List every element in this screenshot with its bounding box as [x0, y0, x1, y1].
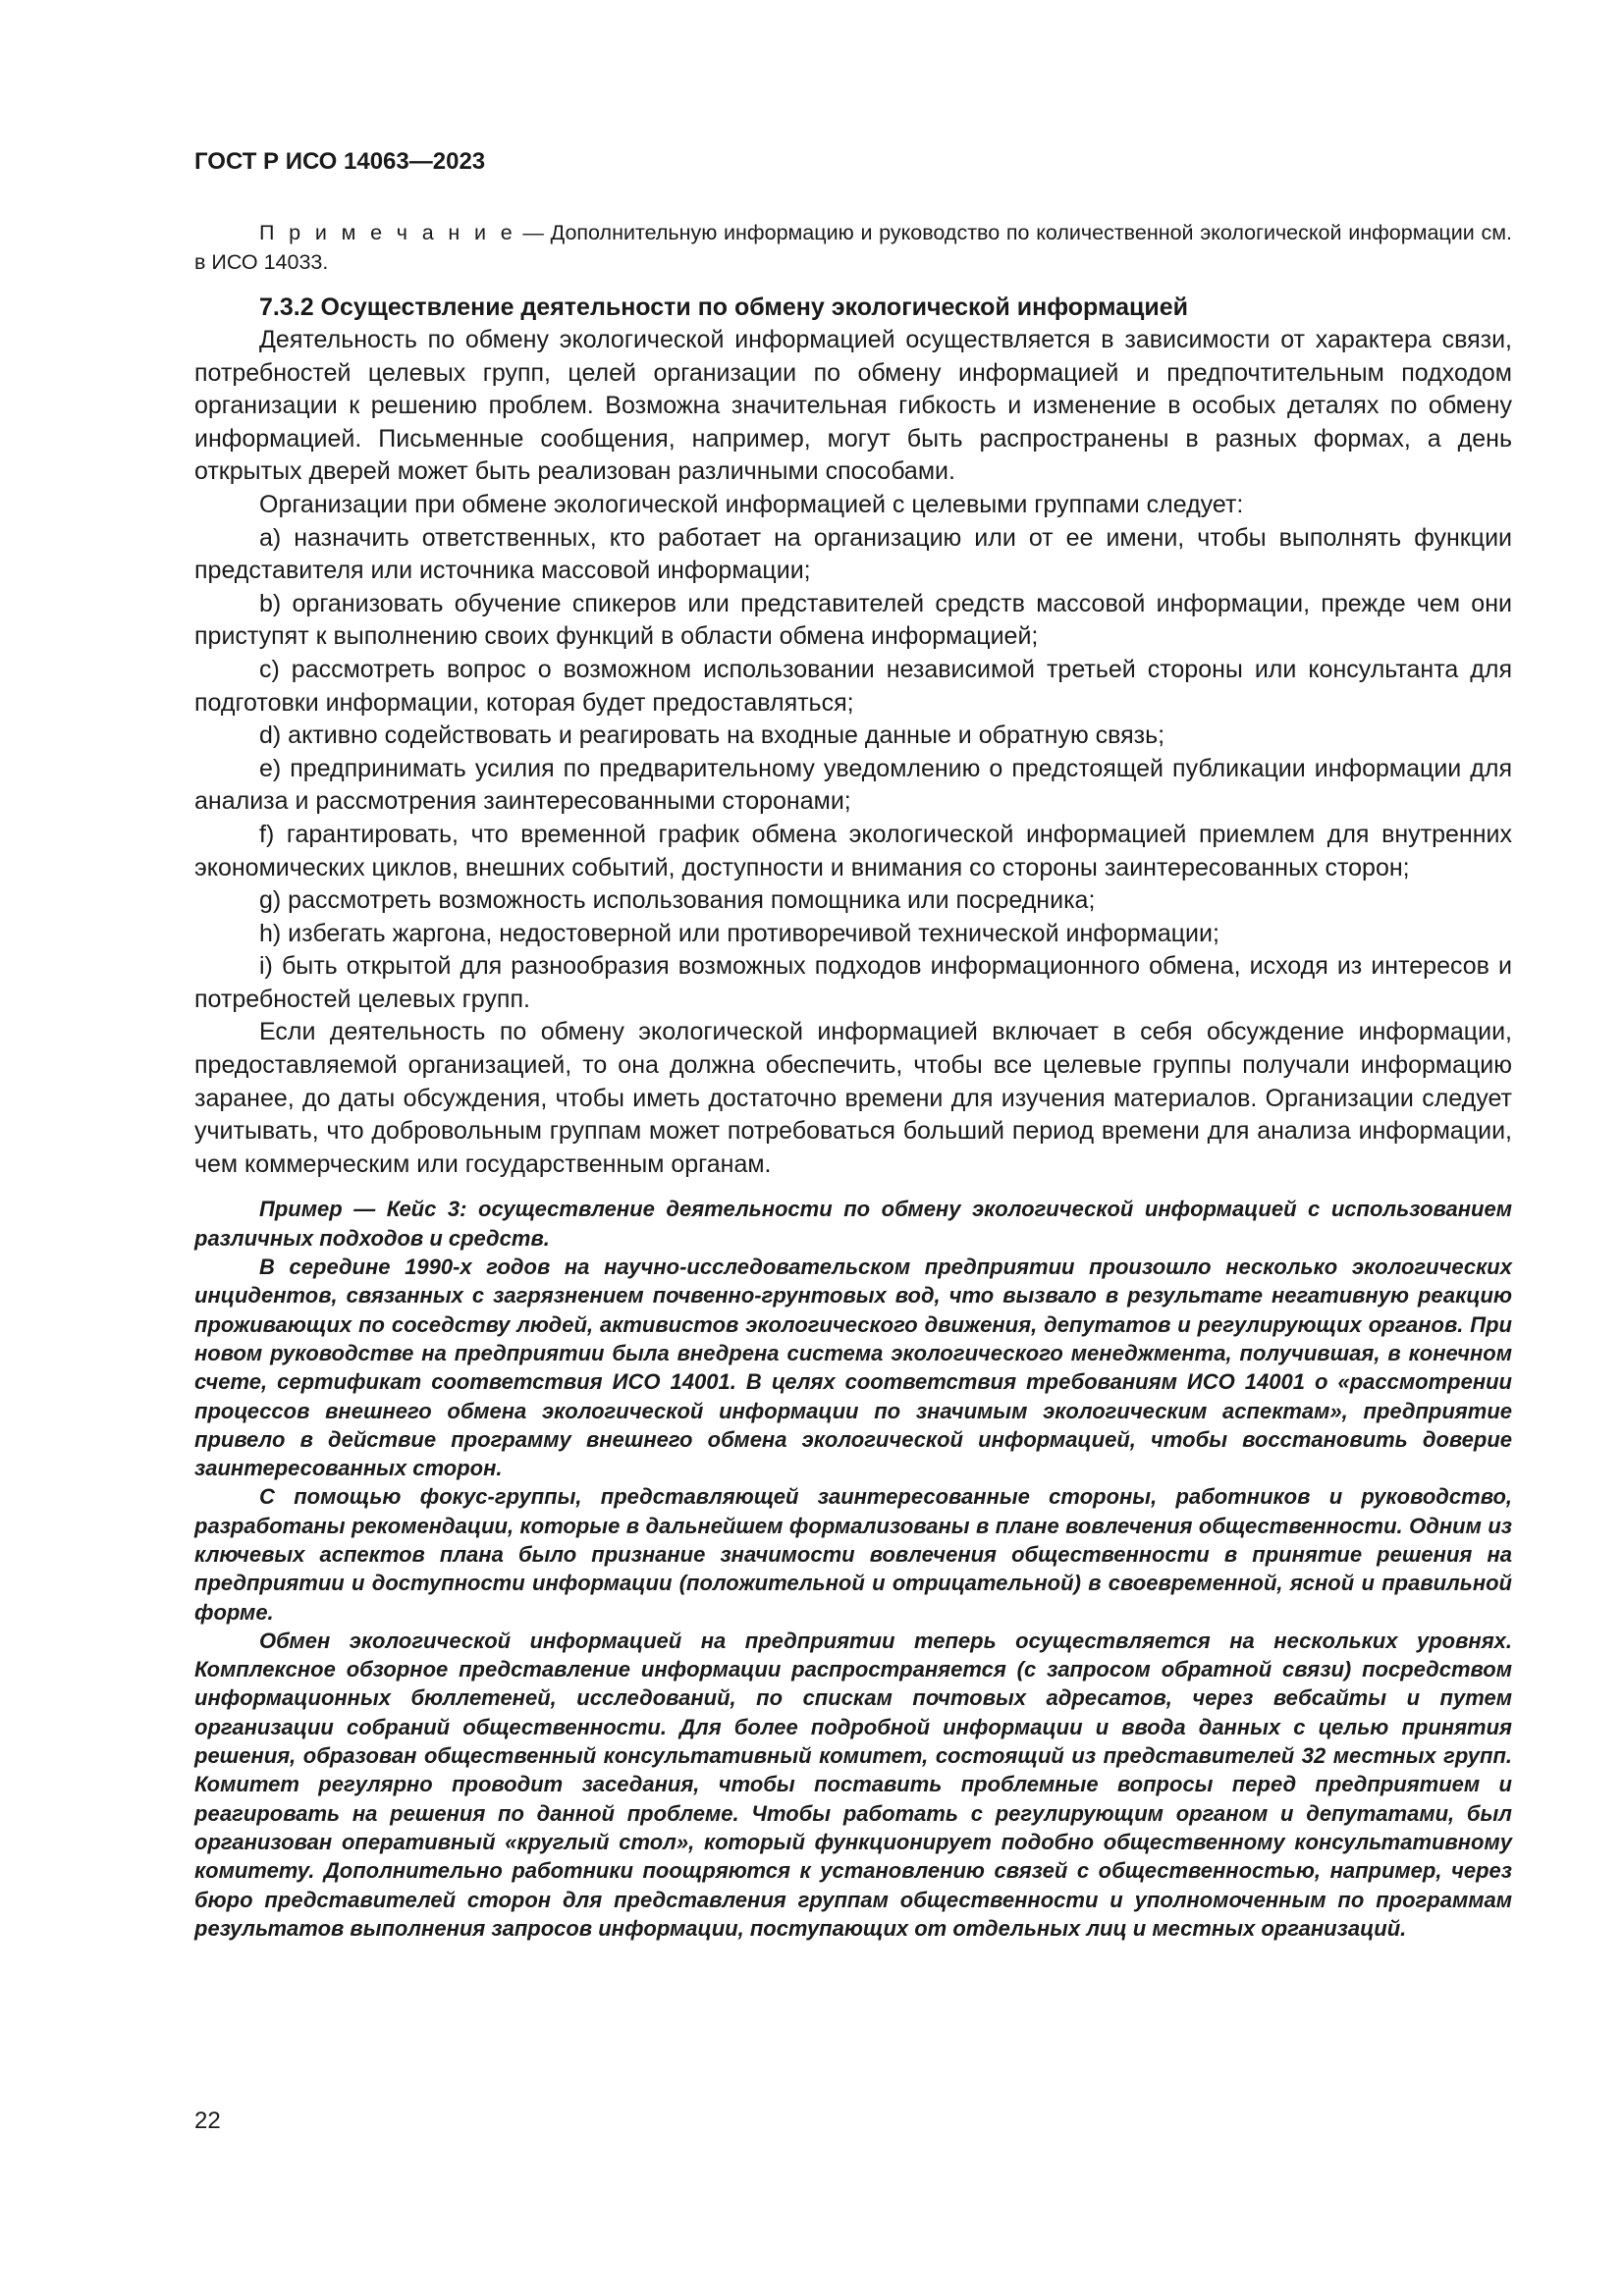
body-paragraph: Организации при обмене экологической информацией с целевыми группами следует:: [259, 490, 1244, 518]
example-case: [194, 1195, 1512, 1943]
list-item-f: f) гарантировать, что временной график обмена экологической информацией приемлем для внутренних экономических циклов, внешних событий, доступности и внимания со стороны заинтересованных сторон;: [194, 820, 1512, 881]
body-paragraph: Если деятельность по обмену экологической информацией включает в себя обсуждение информации, предоставляемой организацией, то она должна обеспечить, чтобы все целевые группы получали информацию заранее, до даты обсуждения, чтобы иметь достаточно времени для изучения материалов. Организации следует учитывать, что добровольным группам может потребоваться больший период времени для анализа информации, чем коммерческим или государственным органам.: [194, 1018, 1512, 1178]
note-label: П р и м е ч а н и е: [259, 221, 516, 244]
section-heading: 7.3.2 Осуществление деятельности по обмену экологической информацией: [259, 294, 1189, 321]
example-paragraph: В середине 1990-х годов на научно-исследовательском предприятии произошло несколько экологических инцидентов, связанных с загрязнением почвенно-грунтовых вод, что вызвало в результате негативную реакцию проживающих по соседству людей, активистов экологического движения, депутатов и регулирующих органов. При новом руководстве на предприятии была внедрена система экологического менеджмента, получившая, в конечном счете, сертификат соответствия ИСО 14001. В целях соответствия требованиям ИСО 14001 о «рассмотрении процессов внешнего обмена экологической информации по значимым экологическим аспектам», предприятие привело в действие программу внешнего обмена экологической информацией, чтобы восстановить доверие заинтересованных сторон.: [194, 1255, 1512, 1481]
list-item-d: d) активно содействовать и реагировать на входные данные и обратную связь;: [259, 721, 1165, 750]
example-paragraph: С помощью фокус-группы, представляющей заинтересованные стороны, работников и руководство, разработаны рекомендации, которые в дальнейшем формализованы в плане вовлечения общественности. Одним из ключевых аспектов плана было признание значимости вовлечения общественности в принятие решения на предприятии и доступности информации (положительной и отрицательной) в своевременной, ясной и правильной форме.: [194, 1484, 1512, 1625]
list-item-g: g) рассмотреть возможность использования помощника или посредника;: [259, 886, 1096, 915]
example-title: Пример — Кейс 3: осуществление деятельности по обмену экологической информацией с использованием различных подходов и средств.: [194, 1197, 1512, 1251]
document-page: [194, 147, 1512, 1943]
example-paragraph: Обмен экологической информацией на предприятии теперь осуществляется на нескольких уровнях. Комплексное обзорное представление информации распространяется (с запросом обратной связи) посредством информационных бюллетеней, исследований, по спискам почтовых адресатов, через вебсайты и путем организации собраний общественности. Для более подробной информации и ввода данных с целью принятия решения, образован общественный консультативный комитет, состоящий из представителей 32 местных групп. Комитет регулярно проводит заседания, чтобы поставить проблемные вопросы перед предприятием и реагировать на решения по данной проблеме. Чтобы работать с регулирующим органом и депутатами, был организован оперативный «круглый стол», который функционирует подобно общественному консультативному комитету. Дополнительно работники поощряются к установлению связей с общественностью, например, через бюро представителей сторон для представления группам общественности и уполномоченным по программам результатов выполнения запросов информации, поступающих от отдельных лиц и местных организаций.: [194, 1628, 1512, 1941]
note-paragraph: [194, 218, 1512, 277]
page-number: 22: [194, 2108, 221, 2134]
list-item-a: a) назначить ответственных, кто работает на организацию или от ее имени, чтобы выполнять функции представителя или источника массовой информации;: [194, 523, 1512, 585]
list-item-b: b) организовать обучение спикеров или представителей средств массовой информации, прежде чем они приступят к выполнению своих функций в области обмена информацией;: [194, 589, 1512, 651]
list-item-e: e) предпринимать усилия по предварительному уведомлению о предстоящей публикации информации для анализа и рассмотрения заинтересованными сторонами;: [194, 754, 1512, 816]
list-item-c: c) рассмотреть вопрос о возможном использовании независимой третьей стороны или консультанта для подготовки информации, которая будет предоставляться;: [194, 655, 1512, 717]
section-body: [194, 324, 1512, 1181]
list-item-h: h) избегать жаргона, недостоверной или противоречивой технической информации;: [259, 919, 1219, 947]
note-text: — Дополнительную информацию и руководство по количественной экологической информации см. в ИСО 14033.: [194, 221, 1513, 274]
document-header: ГОСТ Р ИСО 14063—2023: [194, 148, 486, 175]
list-item-i: i) быть открытой для разнообразия возможных подходов информационного обмена, исходя из интересов и потребностей целевых групп.: [194, 952, 1512, 1013]
body-paragraph: Деятельность по обмену экологической информацией осуществляется в зависимости от характера связи, потребностей целевых групп, целей организации по обмену информацией и предпочтительным подходом организации к решению проблем. Возможна значительная гибкость и изменение в особых деталях по обмену информацией. Письменные сообщения, например, могут быть распространены в разных формах, а день открытых дверей может быть реализован различными способами.: [194, 326, 1512, 486]
